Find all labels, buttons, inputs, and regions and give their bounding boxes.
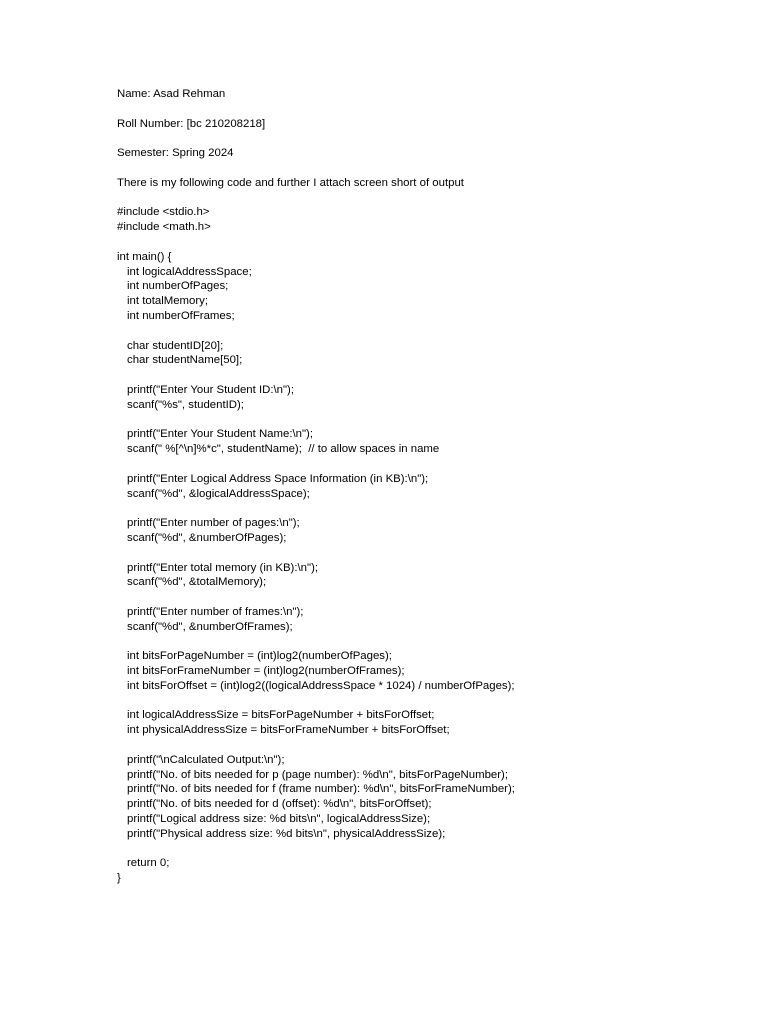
code-line: printf("No. of bits needed for d (offset): %d\n", bitsForOffset); bbox=[127, 798, 432, 811]
code-line: char studentID[20]; bbox=[127, 339, 224, 352]
code-line: printf("No. of bits needed for p (page number): %d\n", bitsForPageNumber); bbox=[127, 768, 508, 781]
code-line: scanf("%s", studentID); bbox=[127, 398, 244, 411]
code-line: int bitsForFrameNumber = (int)log2(numberOfFrames); bbox=[127, 665, 405, 678]
blank-line bbox=[117, 694, 737, 709]
blank-line bbox=[117, 191, 737, 206]
code-line: int main() { bbox=[117, 250, 172, 263]
code-line: printf("Logical address size: %d bits\n", logicalAddressSize); bbox=[127, 813, 431, 826]
blank-line bbox=[117, 546, 737, 561]
code-line: printf("Enter Your Student ID:\n"); bbox=[127, 383, 295, 396]
code-line: int logicalAddressSpace; bbox=[127, 265, 252, 278]
code-line: int numberOfPages; bbox=[127, 280, 229, 293]
code-line: printf("Enter Logical Address Space Information (in KB):\n"); bbox=[127, 472, 429, 485]
code-line: printf("No. of bits needed for f (frame number): %d\n", bitsForFrameNumber); bbox=[127, 783, 515, 796]
code-line: scanf("%d", &logicalAddressSpace); bbox=[127, 487, 310, 500]
code-line: #include <stdio.h> bbox=[117, 206, 210, 219]
code-line: printf("Enter total memory (in KB):\n"); bbox=[127, 561, 319, 574]
blank-line bbox=[117, 413, 737, 428]
code-line: } bbox=[117, 872, 121, 885]
blank-line bbox=[117, 324, 737, 339]
student-name-line: Name: Asad Rehman bbox=[117, 88, 226, 100]
blank-line bbox=[117, 738, 737, 753]
blank-line bbox=[117, 235, 737, 250]
blank-line bbox=[117, 842, 737, 857]
code-line: printf("Physical address size: %d bits\n", physicalAddressSize); bbox=[127, 827, 446, 840]
code-line: return 0; bbox=[127, 857, 170, 870]
blank-line bbox=[117, 590, 737, 605]
code-line: printf("Enter number of pages:\n"); bbox=[127, 517, 300, 530]
blank-line bbox=[117, 161, 737, 176]
code-line: scanf("%d", &totalMemory); bbox=[127, 576, 267, 589]
code-line: int logicalAddressSize = bitsForPageNumber + bitsForOffset; bbox=[127, 709, 435, 722]
code-line: printf("Enter Your Student Name:\n"); bbox=[127, 428, 314, 441]
semester-line: Semester: Spring 2024 bbox=[117, 147, 234, 160]
blank-line bbox=[117, 102, 737, 117]
code-line: char studentName[50]; bbox=[127, 354, 243, 367]
code-line: int bitsForPageNumber = (int)log2(numberOfPages); bbox=[127, 650, 392, 663]
code-line: printf("Enter number of frames:\n"); bbox=[127, 605, 304, 618]
blank-line bbox=[117, 501, 737, 516]
document-body bbox=[117, 87, 737, 886]
roll-number-line: Roll Number: [bc 210208218] bbox=[117, 117, 266, 130]
code-line: scanf("%d", &numberOfPages); bbox=[127, 531, 287, 544]
blank-line bbox=[117, 457, 737, 472]
code-line: int physicalAddressSize = bitsForFrameNumber + bitsForOffset; bbox=[127, 724, 450, 737]
intro-line: There is my following code and further I attach screen short of output bbox=[117, 176, 464, 189]
code-line: #include <math.h> bbox=[117, 221, 211, 234]
blank-line bbox=[117, 368, 737, 383]
code-line: int numberOfFrames; bbox=[127, 309, 235, 322]
code-line: scanf("%d", &numberOfFrames); bbox=[127, 620, 293, 633]
blank-line bbox=[117, 131, 737, 146]
blank-line bbox=[117, 634, 737, 649]
code-line: int totalMemory; bbox=[127, 295, 209, 308]
code-line: int bitsForOffset = (int)log2((logicalAddressSpace * 1024) / numberOfPages); bbox=[127, 679, 515, 692]
code-line: printf("\nCalculated Output:\n"); bbox=[127, 753, 285, 766]
code-line: scanf(" %[^\n]%*c", studentName); // to allow spaces in name bbox=[127, 443, 440, 456]
